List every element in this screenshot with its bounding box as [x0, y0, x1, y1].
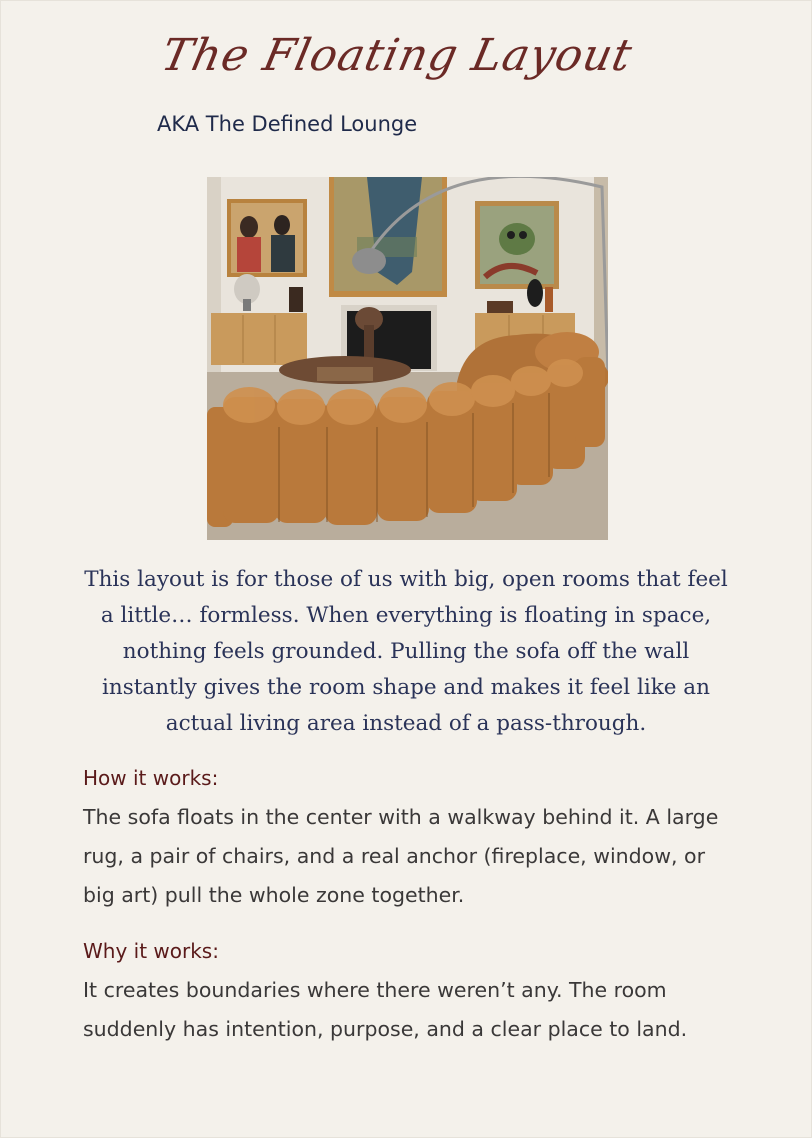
- intro-paragraph: This layout is for those of us with big, open rooms that feel a little… formless. When everything is floating in space, nothing feels grounded. Pulling the sofa off the wall instantly gives the room shape and makes it feel like an actual living area instead of a pass-through.: [84, 567, 728, 736]
- page-subtitle: AKA The Defined Lounge: [157, 112, 418, 136]
- living-room-photo: [207, 177, 608, 540]
- how-it-works-body: The sofa floats in the center with a walkway behind it. A large rug, a pair of chairs, and a real anchor (fireplace, window, or big art) pull the whole zone together.: [83, 805, 719, 907]
- page-title: The Floating Layout: [157, 30, 637, 81]
- how-it-works-heading: How it works:: [83, 766, 219, 790]
- why-it-works-body: It creates boundaries where there weren’t any. The room suddenly has intention, purpose, and a clear place to land.: [83, 978, 688, 1041]
- why-it-works-heading: Why it works:: [83, 939, 219, 963]
